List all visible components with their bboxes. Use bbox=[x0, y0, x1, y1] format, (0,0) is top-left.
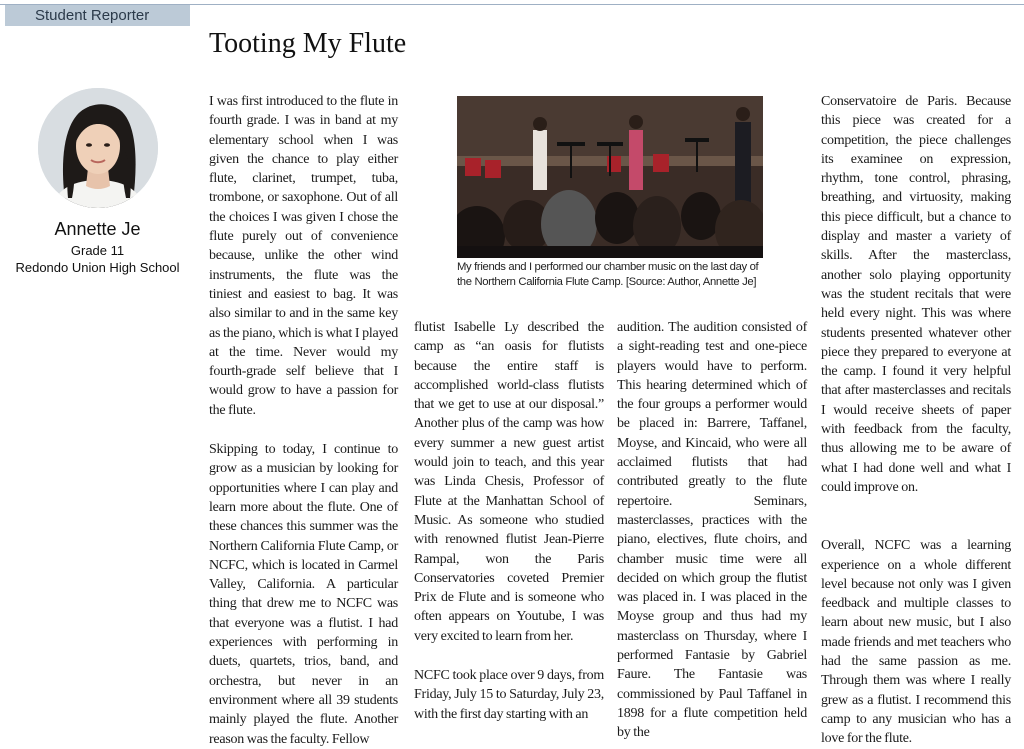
author-photo bbox=[38, 88, 158, 208]
author-block bbox=[5, 218, 190, 276]
paragraph: NCFC took place over 9 days, from Friday, July 15 to Saturday, July 23, with the first day starting with an bbox=[414, 668, 604, 722]
author-grade: Grade 11 bbox=[70, 243, 125, 258]
paragraph: flutist Isabelle Ly described the camp as “an oasis for flutists because the entire staff is accomplished world-class flutists that we get to use at our disposal.” Another plus of the camp was how every summer a new guest artist would join to teach, and this year was Linda Chesis, Professor of Flute at the Manhattan School of Music. As someone who studied with renowned flutist Jean-Pierre Rampal, won the Paris Conservatories coveted Premier Prix de Flute and is someone who often appears on Youtube, I was very excited to learn from her. bbox=[414, 320, 604, 644]
article-title: Tooting My Flute bbox=[209, 28, 407, 59]
author-name: Annette Je bbox=[54, 219, 141, 239]
article-column-3 bbox=[617, 318, 807, 743]
photo-caption: My friends and I performed our chamber music on the last day of the Northern California Flute Camp. [Source: Author, Annette Je] bbox=[457, 261, 759, 288]
paragraph: Overall, NCFC was a learning experience on a whole different level because not only was I given feedback and multiple classes to learn about new music, but I also made friends and met teachers who had the same passion as me. Through them was where I really grew as a flutist. I recommend this camp to any musician who has a love for the flute. bbox=[821, 538, 1011, 747]
article-column-1 bbox=[209, 92, 398, 749]
article-column-4 bbox=[821, 92, 1011, 749]
paragraph: audition. The audition consisted of a sight-reading test and one-piece players would have to perform. This hearing determined which of the four groups a performer would be placed in: Barrere, Taffanel, Moyse, and Kincaid, who were all acclaimed flutists that had contributed greatly to the flute repertoire. Seminars, masterclasses, practices with the piano, electives, flute choirs, and chamber music time were all decided on which group the flutist was placed in. I was placed in the Moyse group and thus had my masterclass on Thursday, where I performed Fantasie by Gabriel Faure. The Fantasie was commissioned by Paul Taffanel in 1898 for a flute competition held by the bbox=[617, 320, 807, 741]
concert-photo bbox=[457, 96, 763, 258]
article-column-2 bbox=[414, 318, 604, 724]
paragraph: I was first introduced to the flute in fourth grade. I was in band at my elementary school when I was given the chance to play either flute, clarinet, trumpet, tuba, trombone, or saxophone. Out of all the choices I was given I chose the flute purely out of convenience because, unlike the other wind instruments, the flute was the tiniest and easiest to bag. It was also similar to and in the same key as the piano, which is what I played at the time. Never would my fourth-grade self believe that I would grow to have a passion for the flute. bbox=[209, 94, 398, 418]
section-label: Student Reporter bbox=[5, 5, 190, 26]
author-school: Redondo Union High School bbox=[15, 260, 180, 275]
paragraph: Conservatoire de Paris. Because this piece was created for a competition, the piece challenges its examinee on expression, rhythm, tone control, phrasing, breathing, and virtuosity, making this piece difficult, but a chance to display and master a variety of skills. After the masterclass, another solo playing opportunity was the student recitals that were held every night. This was where students presented whatever other piece they prepared to everyone at the camp. I found it very helpful that after masterclasses and recitals I would receive sheets of paper with feedback from the faculty, thus allowing me to be aware of what I had done well and what I could improve on. bbox=[821, 94, 1011, 495]
paragraph: Skipping to today, I continue to grow as a musician by looking for opportunities where I can play and learn more about the flute. One of these chances this summer was the Northern California Flute Camp, or NCFC, which is located in Carmel Valley, California. A particular thing that drew me to NCFC was that everyone was a flutist. I had experiences with performing in duets, quartets, trios, band, and orchestra, but never in an environment where all 39 students mainly played the flute. Another reason was the faculty. Fellow bbox=[209, 442, 398, 747]
